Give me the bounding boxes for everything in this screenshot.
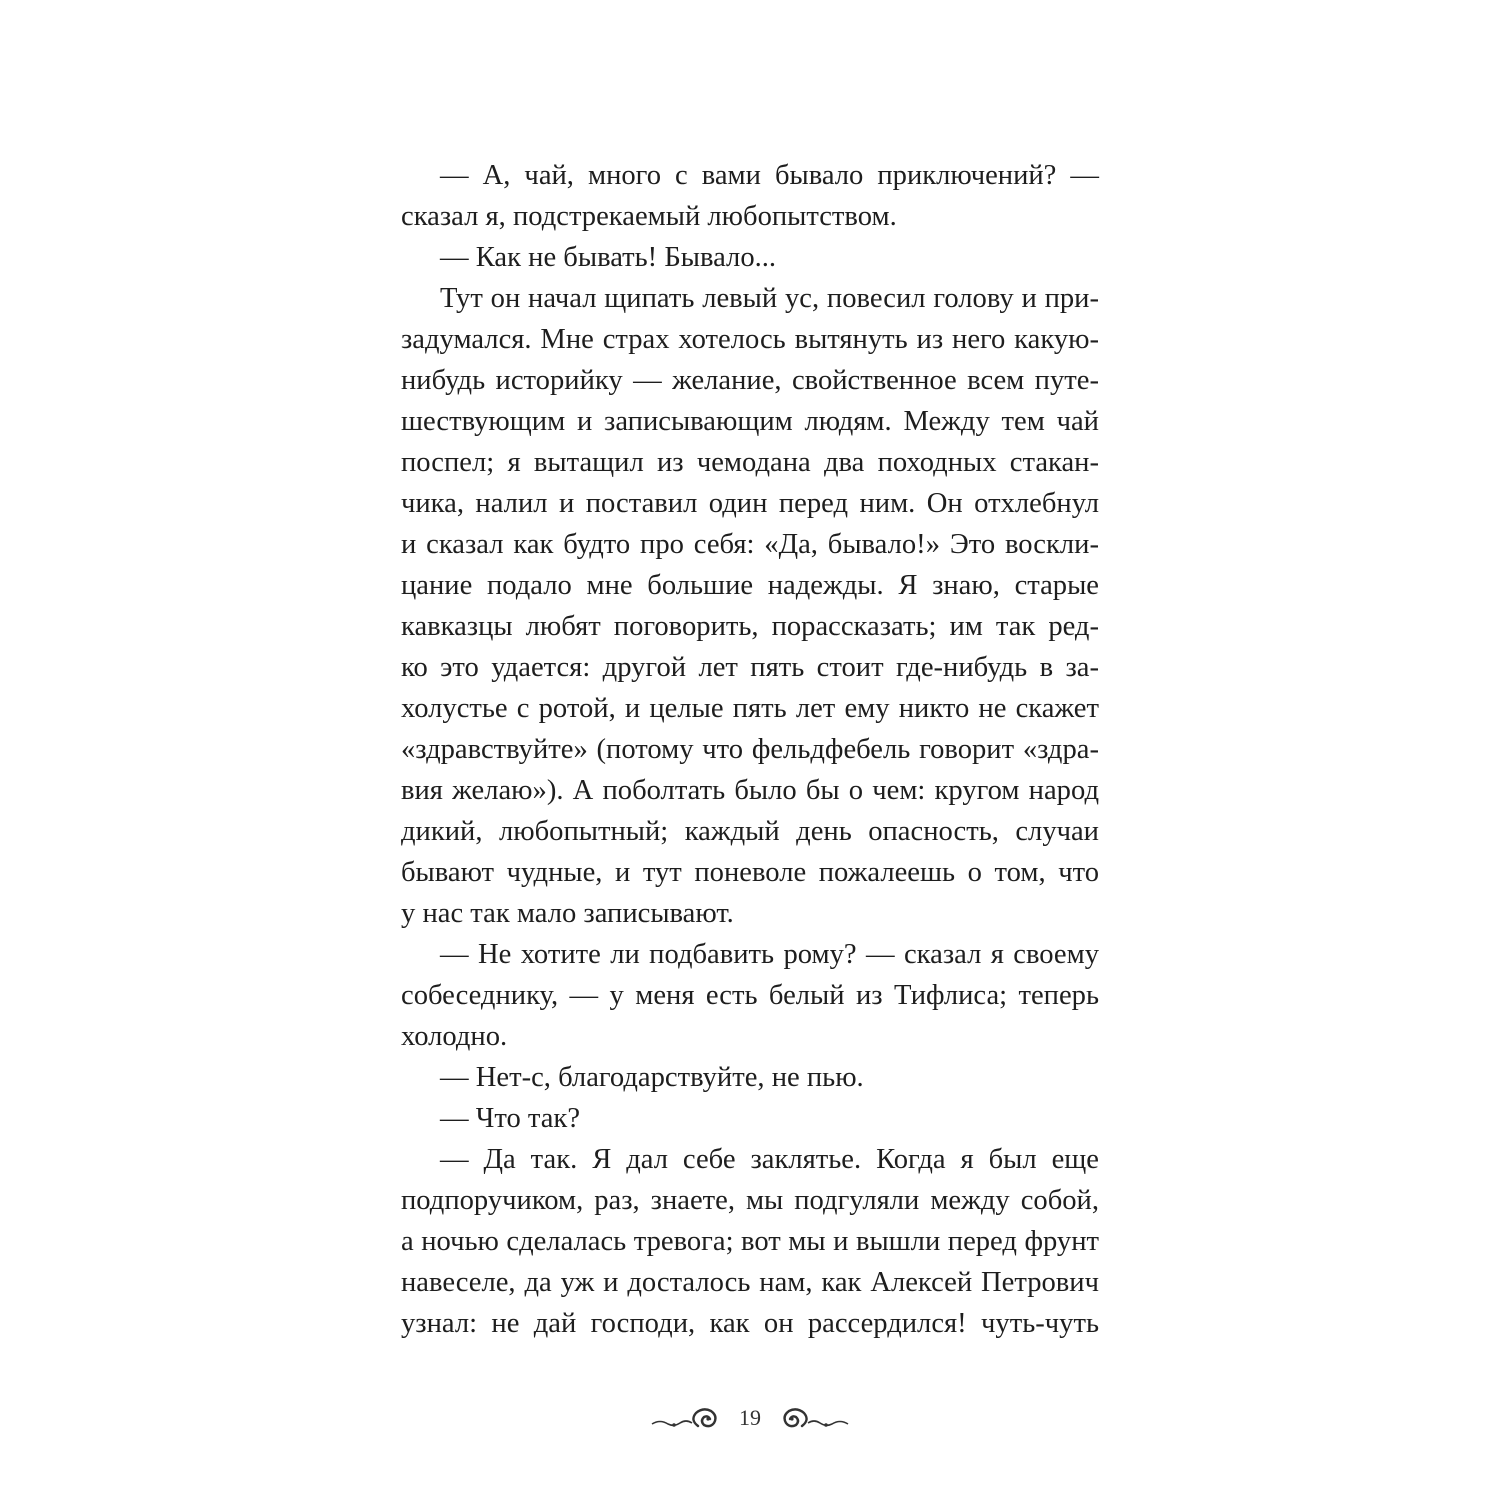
text-line: Тут он начал щипать левый ус, повесил голову и при-	[440, 283, 1099, 314]
text-line: ко это удается: другой лет пять стоит где-нибудь в за-	[401, 652, 1099, 683]
text-line: поспел; я вытащил из чемодана два походных стакан-	[401, 447, 1099, 478]
text-line: холустье с ротой, и целые пять лет ему никто не скажет	[401, 693, 1099, 724]
text-line: — Что так?	[440, 1103, 581, 1134]
text-line: и сказал как будто про себя: «Да, бывало!» Это воскли-	[401, 529, 1099, 560]
text-line: а ночью сделалась тревога; вот мы и вышли перед фрунт	[401, 1226, 1099, 1257]
text-line: — Не хотите ли подбавить рому? — сказал я своему	[440, 939, 1099, 970]
text-line: кавказцы любят поговорить, порассказать; им так ред-	[401, 611, 1099, 642]
page-footer	[650, 1396, 850, 1440]
text-line: шествующим и записывающим людям. Между тем чай	[401, 406, 1099, 437]
text-line: «здравствуйте» (потому что фельдфебель говорит «здра-	[401, 734, 1099, 765]
text-line: узнал: не дай господи, как он рассердился! чуть-чуть	[401, 1308, 1099, 1339]
text-line: дикий, любопытный; каждый день опасность, случаи	[401, 816, 1099, 847]
text-line: вия желаю»). А поболтать было бы о чем: кругом народ	[401, 775, 1099, 806]
text-line: холодно.	[401, 1021, 508, 1052]
text-line: задумался. Мне страх хотелось вытянуть из него какую-	[401, 324, 1099, 355]
text-line: — А, чай, много с вами бывало приключений? —	[440, 160, 1099, 191]
text-line: подпоручиком, раз, знаете, мы подгуляли между собой,	[401, 1185, 1099, 1216]
text-line: — Нет-с, благодарствуйте, не пью.	[440, 1062, 864, 1093]
scroll-ornament-right-icon	[772, 1406, 850, 1432]
text-line: у нас так мало записывают.	[401, 898, 734, 929]
page-body-text	[401, 155, 1099, 1344]
text-line: — Да так. Я дал себе заклятье. Когда я был еще	[440, 1144, 1099, 1175]
text-line: собеседнику, — у меня есть белый из Тифлиса; теперь	[401, 980, 1099, 1011]
text-line: нибудь историйку — желание, свойственное всем путе-	[401, 365, 1099, 396]
text-line: бывают чудные, и тут поневоле пожалеешь о том, что	[401, 857, 1099, 888]
text-line: — Как не бывать! Бывало...	[440, 242, 777, 273]
text-line: навеселе, да уж и досталось нам, как Алексей Петрович	[401, 1267, 1099, 1298]
page-number: 19	[739, 1405, 761, 1430]
text-line: цание подало мне большие надежды. Я знаю, старые	[401, 570, 1099, 601]
text-line: чика, налил и поставил один перед ним. Он отхлебнул	[401, 488, 1099, 519]
text-line: сказал я, подстрекаемый любопытством.	[401, 201, 897, 232]
